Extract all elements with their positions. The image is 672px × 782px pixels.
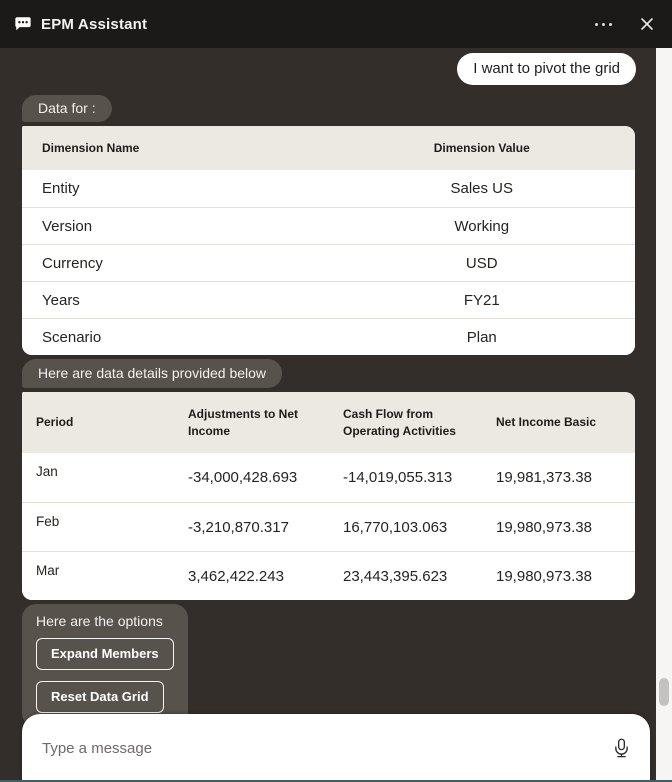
dimension-table	[22, 126, 635, 355]
column-header: Adjustments to Net Income	[188, 392, 343, 453]
close-icon[interactable]	[636, 13, 658, 35]
column-header: Dimension Name	[22, 126, 329, 170]
overflow-menu-icon[interactable]	[593, 17, 614, 32]
table-cell: 3,462,422.243	[188, 551, 343, 600]
table-cell: Jan	[22, 453, 188, 502]
bot-message-data-for: Data for :	[22, 95, 112, 122]
table-cell: 16,770,103.063	[343, 502, 496, 551]
table-cell: USD	[329, 244, 636, 281]
expand-members-button[interactable]: Expand Members	[36, 638, 174, 670]
table-row	[22, 551, 635, 600]
table-cell: Scenario	[22, 318, 329, 355]
table-cell: Version	[22, 207, 329, 244]
table-cell: Feb	[22, 502, 188, 551]
microphone-icon[interactable]	[609, 734, 634, 763]
table-cell: Currency	[22, 244, 329, 281]
table-cell: Years	[22, 281, 329, 318]
table-cell: -34,000,428.693	[188, 453, 343, 502]
table-row	[22, 318, 635, 355]
table-row	[22, 502, 635, 551]
bot-message-options-bubble	[22, 604, 188, 727]
bot-message-details: Here are data details provided below	[22, 359, 282, 388]
user-message-bubble: I want to pivot the grid	[457, 53, 636, 85]
column-header: Net Income Basic	[496, 392, 635, 453]
app-header	[0, 0, 672, 48]
table-cell: 19,981,373.38	[496, 453, 635, 502]
scrollbar-track[interactable]	[656, 48, 672, 782]
table-row	[22, 170, 635, 207]
chat-bubble-icon	[14, 15, 32, 33]
column-header: Cash Flow from Operating Activities	[343, 392, 496, 453]
table-cell: 19,980,973.38	[496, 502, 635, 551]
table-row	[22, 207, 635, 244]
scrollbar-thumb[interactable]	[659, 678, 669, 706]
column-header: Period	[22, 392, 188, 453]
column-header: Dimension Value	[329, 126, 636, 170]
table-cell: 23,443,395.623	[343, 551, 496, 600]
options-label: Here are the options	[36, 613, 163, 629]
app-title: EPM Assistant	[41, 15, 148, 33]
table-cell: Entity	[22, 170, 329, 207]
dimension-table-header-row	[22, 126, 635, 170]
table-row	[22, 453, 635, 502]
table-cell: Sales US	[329, 170, 636, 207]
table-cell: Working	[329, 207, 636, 244]
table-cell: -14,019,055.313	[343, 453, 496, 502]
data-table-header-row	[22, 392, 635, 453]
chat-scroll-area	[0, 48, 656, 727]
data-details-table	[22, 392, 635, 600]
table-cell: FY21	[329, 281, 636, 318]
table-cell: Mar	[22, 551, 188, 600]
reset-data-grid-button[interactable]: Reset Data Grid	[36, 681, 164, 713]
table-row	[22, 281, 635, 318]
header-actions	[593, 13, 658, 35]
table-cell: -3,210,870.317	[188, 502, 343, 551]
table-row	[22, 244, 635, 281]
message-input-bar	[22, 714, 650, 782]
table-cell: 19,980,973.38	[496, 551, 635, 600]
message-input[interactable]	[42, 740, 609, 757]
table-cell: Plan	[329, 318, 636, 355]
